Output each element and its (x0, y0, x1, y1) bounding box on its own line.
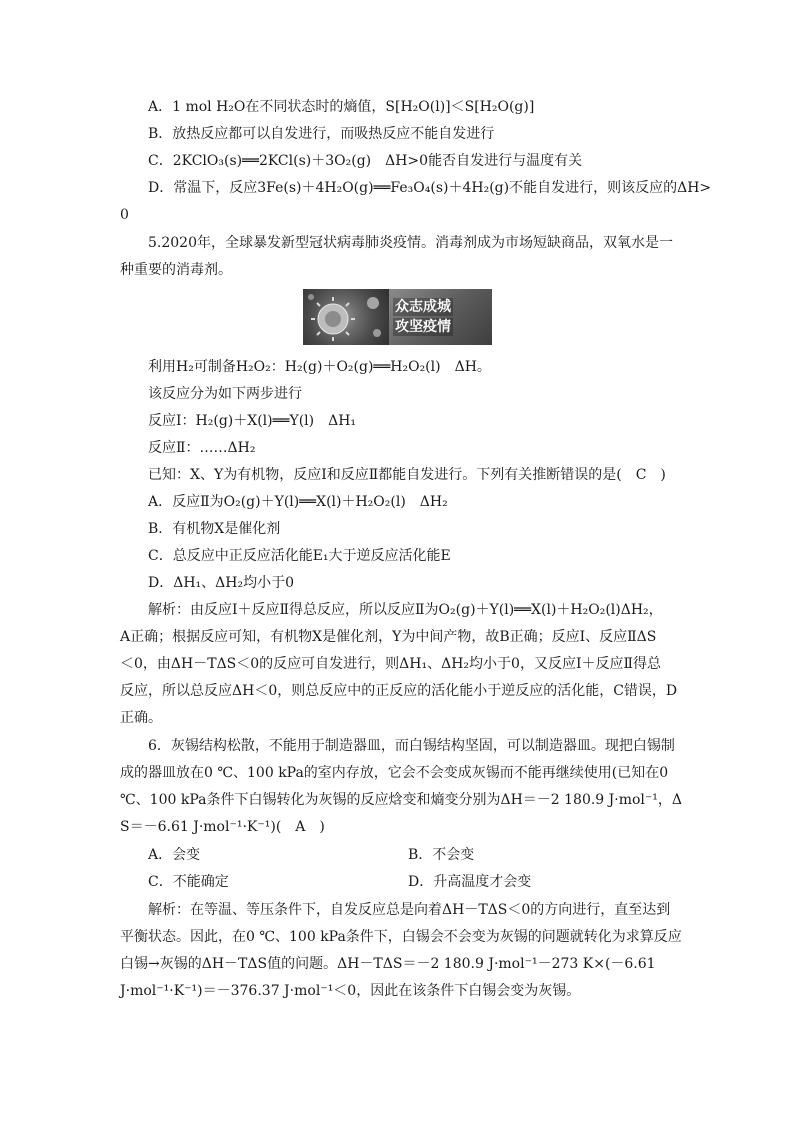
q6-explanation-line3: 白锡→灰锡的ΔH－TΔS值的问题。ΔH－TΔS＝－2 180.9 J·mol⁻¹－273 K×(－6.61 (120, 956, 656, 972)
q6-option-b: B．不会变 (408, 847, 475, 863)
q5-explanation-line4: 反应，所以总反应ΔH＜0，则总反应中的正反应的活化能小于逆反应的活化能，C错误，D (120, 683, 678, 699)
q5-para2: 该反应分为如下两步进行 (148, 386, 302, 402)
q6-stem-line1: 6．灰锡结构松散，不能用于制造器皿，而白锡结构坚固，可以制造器皿。现把白锡制 (148, 738, 675, 754)
banner-line2: 攻坚疫情 (395, 319, 451, 335)
q6-explanation-line1: 解析：在等温、等压条件下，自发反应总是向着ΔH－TΔS＜0的方向进行，直至达到 (148, 902, 671, 918)
q6-stem-line3: ℃、100 kPa条件下白锡转化为灰锡的反应焓变和熵变分别为ΔH＝－2 180.9 J·mol⁻¹，Δ (120, 792, 683, 808)
q5-option-c: C．总反应中正反应活化能E₁大于逆反应活化能E (148, 548, 451, 564)
q5-option-a: A．反应Ⅱ为O₂(g)＋Y(l)══X(l)＋H₂O₂(l) ΔH₂ (148, 494, 448, 510)
q5-reaction2: 反应Ⅱ：……ΔH₂ (148, 440, 256, 456)
q6-stem-line2: 成的器皿放在0 ℃、100 kPa的室内存放，它会不会变成灰锡而不能再继续使用(已知在0 (120, 765, 669, 781)
q5-option-d: D．ΔH₁、ΔH₂均小于0 (148, 575, 294, 591)
q5-option-b: B．有机物X是催化剂 (148, 521, 281, 537)
q6-explanation-line2: 平衡状态。因此，在0 ℃、100 kPa条件下，白锡会不会变为灰锡的问题就转化为求算反应 (120, 929, 682, 945)
q5-question: 已知：X、Y为有机物，反应Ⅰ和反应Ⅱ都能自发进行。下列有关推断错误的是( C ) (148, 467, 666, 483)
q4-option-b: B．放热反应都可以自发进行，而吸热反应不能自发进行 (148, 126, 495, 142)
q4-option-c: C．2KClO₃(s)══2KCl(s)＋3O₂(g) ΔH>0能否自发进行与温度有关 (148, 153, 583, 169)
q6-option-c: C．不能确定 (148, 874, 229, 890)
q5-explanation-line2: A正确；根据反应可知，有机物X是催化剂，Y为中间产物，故B正确；反应Ⅰ、反应ⅡΔS (120, 629, 657, 645)
q4-option-a: A．1 mol H₂O在不同状态时的熵值，S[H₂O(l)]＜S[H₂O(g)] (148, 99, 535, 115)
q5-explanation-line1: 解析：由反应Ⅰ＋反应Ⅱ得总反应，所以反应Ⅱ为O₂(g)＋Y(l)══X(l)＋H₂O₂(l)ΔH₂， (148, 602, 663, 618)
q6-explanation-line4: J·mol⁻¹·K⁻¹)＝－376.37 J·mol⁻¹＜0，因此在该条件下白锡会变为灰锡。 (120, 983, 581, 999)
q6-option-d: D．升高温度才会变 (408, 874, 532, 890)
q5-para1: 利用H₂可制备H₂O₂：H₂(g)＋O₂(g)══H₂O₂(l) ΔH。 (148, 359, 491, 375)
q5-reaction1: 反应Ⅰ：H₂(g)＋X(l)══Y(l) ΔH₁ (148, 413, 357, 429)
virus-icon (303, 289, 389, 345)
virus-image (303, 289, 389, 345)
q5-stem-line1: 5.2020年，全球暴发新型冠状病毒肺炎疫情。消毒剂成为市场短缺商品，双氧水是一 (148, 235, 673, 251)
epidemic-banner-image (303, 289, 492, 345)
q6-option-a: A．会变 (148, 847, 201, 863)
q5-explanation-line5: 正确。 (120, 710, 162, 726)
banner-line1: 众志成城 (395, 299, 451, 315)
q5-explanation-line3: ＜0，由ΔH－TΔS＜0的反应可自发进行，则ΔH₁、ΔH₂均小于0，又反应Ⅰ＋反应Ⅱ得总 (120, 656, 661, 672)
banner-text-panel (389, 289, 492, 345)
q4-option-d-line1: D．常温下，反应3Fe(s)＋4H₂O(g)══Fe₃O₄(s)＋4H₂(g)不能自发进行，则该反应的ΔH> (148, 180, 712, 196)
q5-stem-line2: 种重要的消毒剂。 (120, 262, 232, 278)
q6-stem-line4: S＝－6.61 J·mol⁻¹·K⁻¹)( A ) (120, 819, 325, 835)
q4-option-d-line2: 0 (120, 207, 129, 223)
